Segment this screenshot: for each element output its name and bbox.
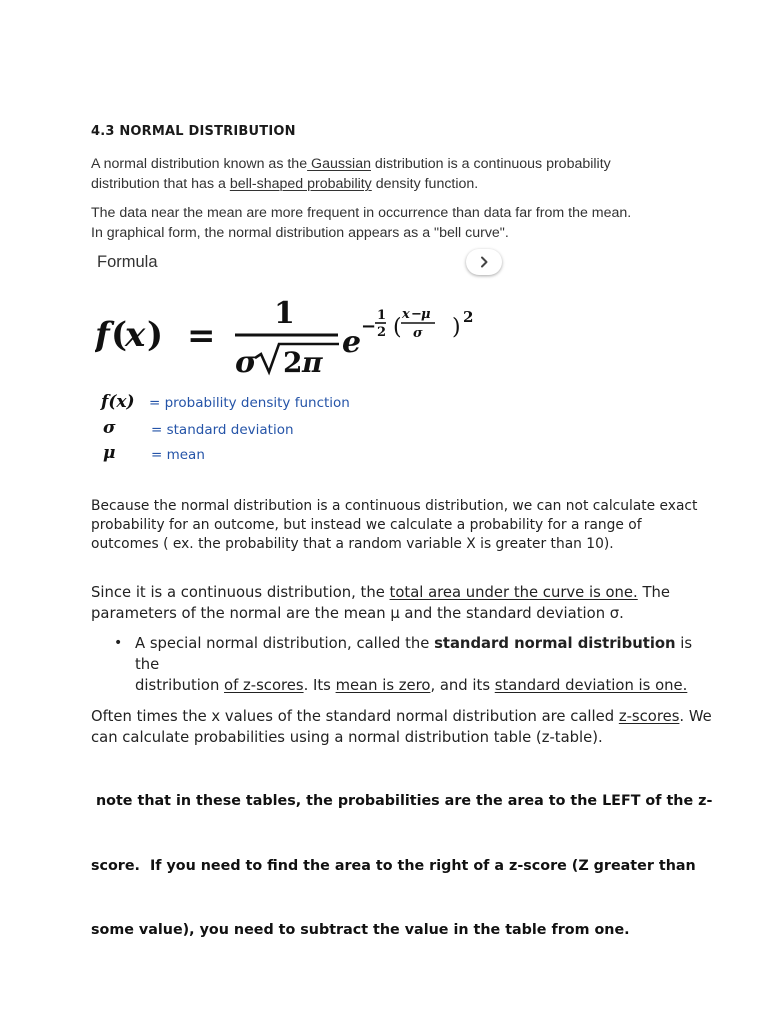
text-line: some value), you need to subtract the value in the table from one. <box>91 922 630 938</box>
text-line: The data near the mean are more frequent in occurrence than data far from the mean. <box>91 205 632 221</box>
std-one-link[interactable]: standard deviation is one. <box>494 677 688 694</box>
text-segment: Since it is a continuous distribution, the <box>91 584 390 601</box>
legend-row <box>103 443 205 463</box>
text-segment: . We <box>679 708 712 725</box>
svg-text:σ: σ <box>235 345 258 380</box>
section-heading: 4.3 NORMAL DISTRIBUTION <box>91 124 296 139</box>
text-segment: . Its <box>303 677 336 694</box>
legend-text: = probability density function <box>149 395 350 411</box>
svg-text:−: − <box>361 316 377 337</box>
svg-text:(: ( <box>393 315 402 340</box>
intro-text: distribution that has a <box>91 176 230 192</box>
legend-symbol: f(x) <box>101 392 135 412</box>
intro-text: distribution is a continuous probability <box>370 156 611 172</box>
normal-pdf-formula <box>95 290 515 390</box>
svg-text:): ) <box>147 315 164 355</box>
text-segment: distribution <box>135 677 225 694</box>
text-line: parameters of the normal are the mean μ and the standard deviation σ. <box>91 605 624 622</box>
bullet-icon: • <box>114 635 123 651</box>
legend-row <box>103 418 294 438</box>
svg-text:=: = <box>187 316 216 356</box>
area-paragraph <box>91 582 731 624</box>
text-line: In graphical form, the normal distribution appears as a "bell curve". <box>91 225 509 241</box>
intro-paragraph <box>91 154 691 194</box>
svg-text:(: ( <box>111 315 128 355</box>
legend-text: = mean <box>151 447 205 463</box>
zscores-paragraph <box>91 706 731 748</box>
bell-curve-paragraph <box>91 203 711 243</box>
continuous-paragraph <box>91 497 731 554</box>
text-segment: Often times the x values of the standard normal distribution are called <box>91 708 619 725</box>
text-line: can calculate probabilities using a normal distribution table (z-table). <box>91 729 603 746</box>
next-button[interactable] <box>466 249 502 275</box>
svg-text:−: − <box>411 307 422 322</box>
text-segment: The <box>637 584 670 601</box>
intro-text: A normal distribution known as the <box>91 156 308 172</box>
gaussian-link[interactable]: Gaussian <box>307 156 371 172</box>
legend-row <box>101 392 350 412</box>
svg-text:1: 1 <box>377 308 387 323</box>
text-line: probability for an outcome, but instead we calculate a probability for a range of <box>91 517 642 533</box>
bell-shaped-link[interactable]: bell-shaped probability <box>229 176 372 192</box>
formula-title: Formula <box>97 253 158 271</box>
svg-text:2: 2 <box>283 346 303 379</box>
table-note <box>91 748 731 963</box>
mean-zero-link[interactable]: mean is zero <box>335 677 431 694</box>
legend-symbol: σ <box>103 418 116 438</box>
svg-text:x: x <box>402 307 410 322</box>
total-area-link[interactable]: total area under the curve is one. <box>389 584 638 601</box>
standard-normal-bullet <box>114 633 714 696</box>
chevron-right-icon <box>479 256 489 268</box>
svg-text:σ: σ <box>413 326 423 341</box>
standard-normal-term: standard normal distribution <box>434 635 676 652</box>
svg-text:1: 1 <box>274 296 295 331</box>
text-segment: , and its <box>430 677 495 694</box>
svg-text:2: 2 <box>463 308 474 326</box>
text-segment: is the <box>135 635 693 673</box>
z-scores-term[interactable]: z-scores <box>618 708 680 725</box>
legend-symbol: μ <box>103 443 116 463</box>
svg-text:): ) <box>452 315 461 340</box>
svg-text:e: e <box>342 325 362 360</box>
legend-text: = standard deviation <box>151 422 294 438</box>
text-line: outcomes ( ex. the probability that a random variable X is greater than 10). <box>91 536 614 552</box>
z-scores-link[interactable]: of z-scores <box>224 677 304 694</box>
svg-text:x: x <box>125 315 146 355</box>
text-segment: A special normal distribution, called the <box>135 635 435 652</box>
text-line: score. If you need to find the area to the right of a z-score (Z greater than <box>91 857 696 874</box>
text-line: Because the normal distribution is a continuous distribution, we can not calculate exact <box>91 498 698 514</box>
svg-text:μ: μ <box>421 307 431 322</box>
svg-text:2: 2 <box>377 325 387 340</box>
intro-text: density function. <box>371 176 479 192</box>
svg-text:π: π <box>302 346 323 379</box>
svg-text:f: f <box>95 315 110 355</box>
text-line: note that in these tables, the probabilities are the area to the LEFT of the z- <box>91 793 713 809</box>
